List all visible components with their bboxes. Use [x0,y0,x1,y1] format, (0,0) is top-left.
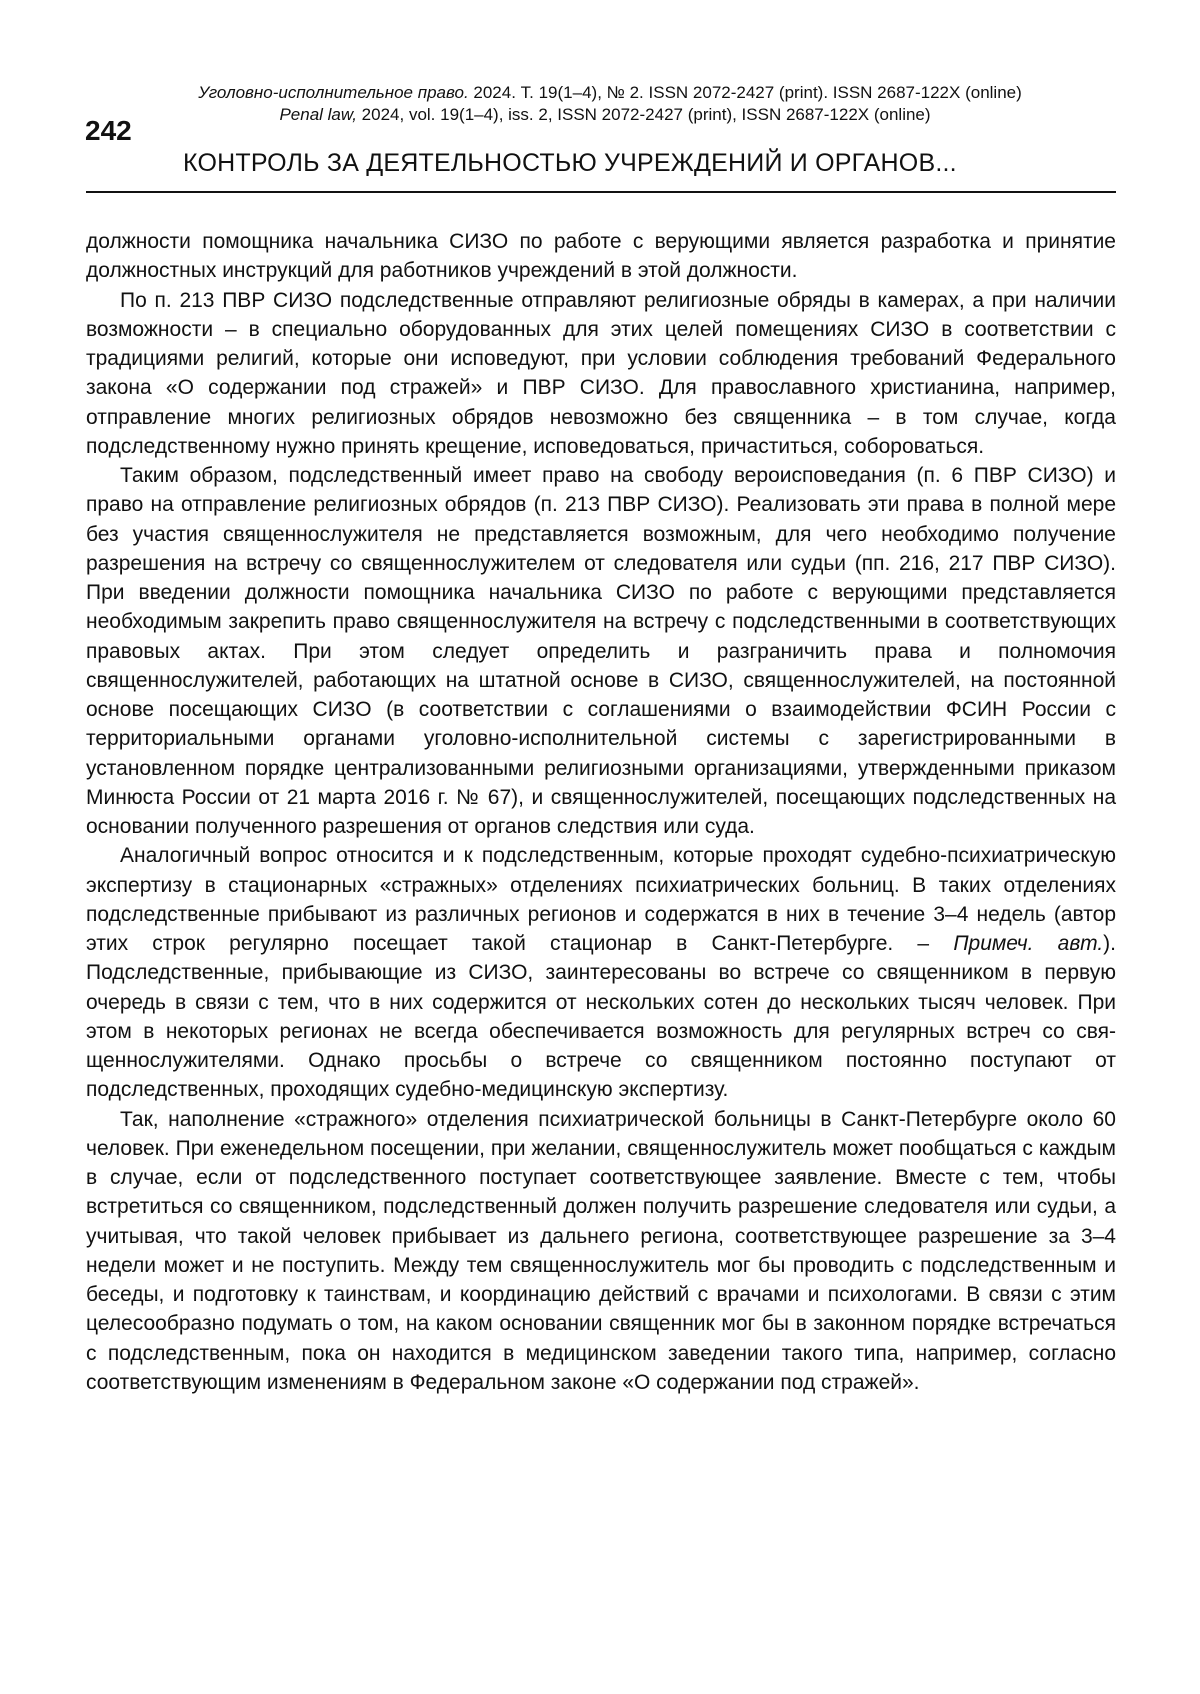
paragraph: Таким образом, подследственный имеет право на свободу вероисповедания (п. 6 ПВР СИЗО) и право на отправление религиозных обрядов (п. 213 ПВР СИЗО). Реализовать эти права в полной мере без участия священнослужителя не представляется возможным, для чего необходимо получение разрешения на встречу со священнослужителем от следователя или судьи (пп. 216, 217 ПВР СИЗО). При введении должности помощника начальника СИЗО по работе с верующими представляется необходимым закрепить право священнослужителя на встречу с подследственными в соответствующих правовых актах. При этом следует определить и разграничить права и полномочия священнослужителей, работающих на штатной основе в СИЗО, священнослужителей, на постоянной основе посещающих СИЗО (в соответствии с соглашениями о взаимодействии ФСИН России с территориальными органами уголовно-исполнительной системы с зарегистрированными в установленном порядке централизованными религиозными организациями, утвержденными приказом Минюста России от 21 марта 2016 г. № 67), и священнослужителей, посещающих подследственных на основании полученного разрешения от органов следствия или суда. [86,464,1116,838]
page-number: 242 [85,115,132,146]
paragraph [86,841,1116,1104]
header-divider [86,191,1116,193]
paragraph: Так, наполнение «стражного» отделения психиатрической больницы в Санкт-Петербурге около 60 человек. При еженедельном посещении, при желании, священнослужитель может пообщаться с каждым в случае, если от подследственного поступает соответствующее заявление. Вместе с тем, чтобы встретиться со священником, подследственный должен получить разрешение следователя или судьи, а учитывая, что такой человек прибывает из дальнего региона, соответствующее разрешение за 3–4 недели может и не поступить. Между тем священнослужитель мог бы проводить с подследственным и беседы, и подготовку к таинствам, и координацию действий с врачами и психологами. В связи с этим целесообразно подумать о том, на каком основании священник мог бы в законном порядке встречаться с подследственным, пока он находится в медицинском заведении такого типа, например, согласно соответствующим изменениям в Федеральном законе «О содержании под стражей». [86,1107,1116,1394]
paragraph: По п. 213 ПВР СИЗО подследственные отправляют религиозные обряды в камерах, а при наличии возможности – в специально оборудованных для этих целей помещениях СИЗО в соответствии с традициями религий, которые они исповедуют, при условии соблюдения требований Федерального закона «О содержании под стражей» и ПВР СИЗО. Для православного христианина, например, отправление многих религиозных обрядов невозможно без священника – в том случае, когда подследственному нужно принять крещение, исповедоваться, причаститься, собороваться. [86,288,1116,458]
journal-details-ru: 2024. Т. 19(1–4), № 2. ISSN 2072-2427 (print). ISSN 2687-122X (online) [468,83,1022,102]
paragraph-text: Аналогичный вопрос относится и к подследственным, которые проходят судебно-психиатрическую экспертизу в стационарных «стражных» отделениях психиатрических больниц. В таких отделениях подследственные прибывают из различных регионов и содержатся в них в течение 3–4 недель (автор этих строк регулярно посещает такой стационар в Санкт-Петербурге. – [86,844,1116,955]
journal-title-en: Penal law, [279,105,357,124]
journal-title-ru: Уголовно-исполнительное право. [198,83,469,102]
paragraph-text: ). Подследственные, прибывающие из СИЗО, заинтересованы во встрече со священником в первую очередь в связи с тем, что в них содержится от нескольких сотен до нескольких тысяч человек. При этом в некоторых регионах не всегда обеспечивается возможность для регулярных встреч со священнослужителями. Однако просьбы о встрече со священником постоянно поступают от подследственных, проходящих судебно-медицинскую экспертизу. [86,932,1116,1102]
section-title: КОНТРОЛЬ ЗА ДЕЯТЕЛЬНОСТЬЮ УЧРЕЖДЕНИЙ И ОРГАНОВ... [183,149,957,177]
journal-details-en: 2024, vol. 19(1–4), iss. 2, ISSN 2072-2427 (print), ISSN 2687-122X (online) [356,105,931,124]
paragraph-continuation: должности помощника начальника СИЗО по работе с верующими является разработка и принятие должностных инструкций для работников учреждений в этой должности. [86,230,1116,283]
article-body [86,227,1116,1397]
journal-citation-ru [110,82,1110,104]
journal-citation-en [105,104,1105,126]
author-note: Примеч. авт. [953,932,1104,955]
